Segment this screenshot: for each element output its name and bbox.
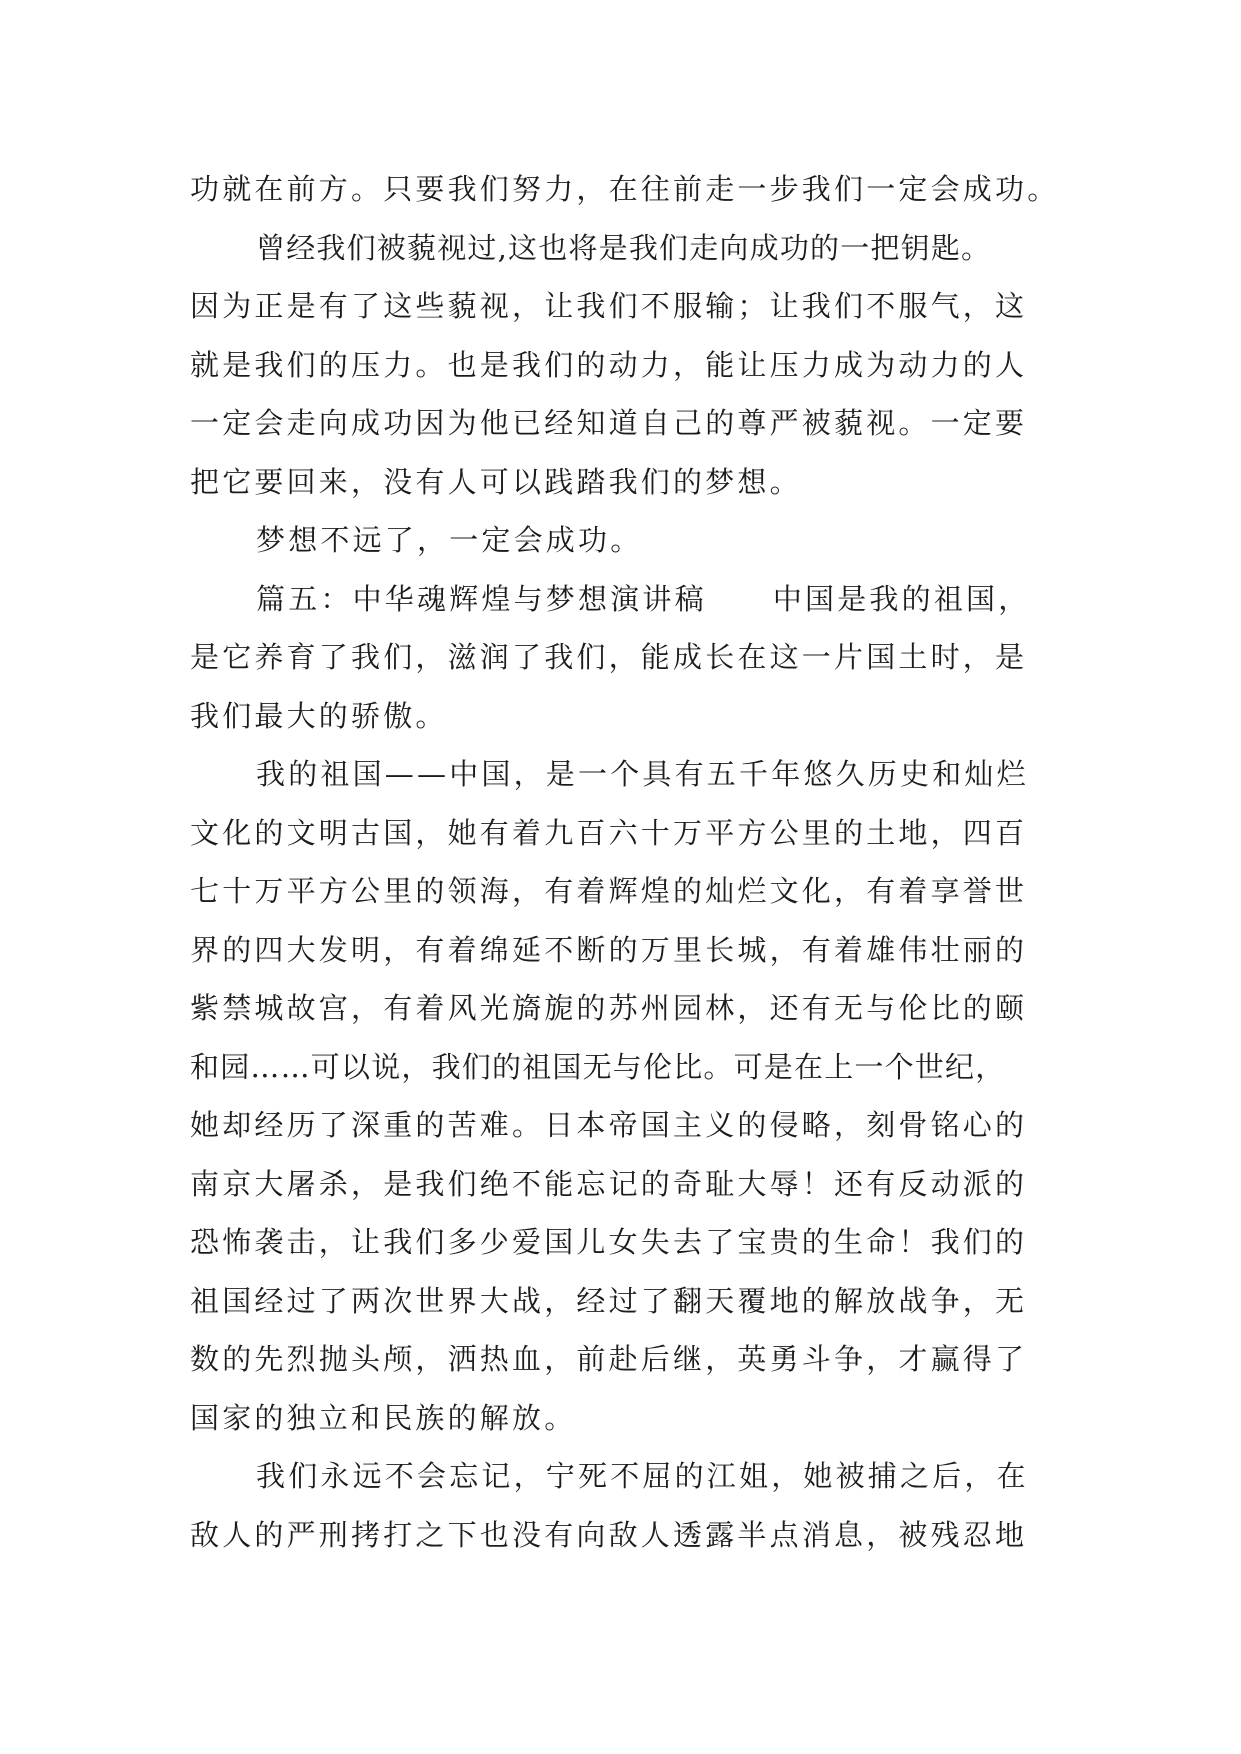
text-line: 界的四大发明，有着绵延不断的万里长城，有着雄伟壮丽的 — [190, 932, 1028, 967]
text-line: 是它养育了我们，滋润了我们，能成长在这一片国土时，是 — [190, 640, 1028, 674]
text-line: 梦想不远了，一定会成功。 — [256, 523, 643, 557]
text-line: 数的先烈抛头颅，洒热血，前赴后继，英勇斗争，才赢得了 — [190, 1342, 1028, 1376]
text-line: 和园……可以说，我们的祖国无与伦比。可是在上一个世纪， — [190, 1049, 1006, 1084]
text-line: 祖国经过了两次世界大战，经过了翻天覆地的解放战争，无 — [190, 1283, 1028, 1318]
document-body — [190, 160, 1070, 1564]
text-line: 曾经我们被藐视过,这也将是我们走向成功的一把钥匙。 — [256, 230, 992, 265]
text-line: 文化的文明古国，她有着九百六十万平方公里的土地，四百 — [190, 815, 1028, 850]
text-line: 就是我们的压力。也是我们的动力，能让压力成为动力的人 — [190, 347, 1028, 382]
text-line: 我们永远不会忘记，宁死不屈的江姐，她被捕之后，在 — [256, 1459, 1029, 1493]
text-line: 把它要回来，没有人可以践踏我们的梦想。 — [190, 464, 802, 499]
section-heading-line — [190, 570, 1070, 629]
section-first-text: 中国是我的祖国， — [772, 581, 1031, 616]
text-line: 功就在前方。只要我们努力，在往前走一步我们一定会成功。 — [190, 172, 1060, 206]
text-line: 国家的独立和民族的解放。 — [190, 1400, 577, 1435]
text-line: 我们最大的骄傲。 — [190, 698, 448, 733]
text-line: 敌人的严刑拷打之下也没有向敌人透露半点消息，被残忍地 — [190, 1517, 1028, 1552]
text-line: 恐怖袭击，让我们多少爱国儿女失去了宝贵的生命！我们的 — [190, 1225, 1028, 1259]
text-line: 我的祖国——中国，是一个具有五千年悠久历史和灿烂 — [256, 757, 1029, 791]
text-line: 因为正是有了这些藐视，让我们不服输；让我们不服气，这 — [190, 289, 1028, 323]
text-line: 南京大屠杀，是我们绝不能忘记的奇耻大辱！还有反动派的 — [190, 1166, 1028, 1201]
section-heading: 篇五：中华魂辉煌与梦想演讲稿 — [256, 581, 707, 616]
text-line: 七十万平方公里的领海，有着辉煌的灿烂文化，有着享誉世 — [190, 874, 1028, 908]
text-line: 紫禁城故宫，有着风光旖旎的苏州园林，还有无与伦比的颐 — [190, 991, 1028, 1025]
text-line: 她却经历了深重的苦难。日本帝国主义的侵略，刻骨铭心的 — [190, 1108, 1028, 1142]
text-line: 一定会走向成功因为他已经知道自己的尊严被藐视。一定要 — [190, 406, 1028, 440]
